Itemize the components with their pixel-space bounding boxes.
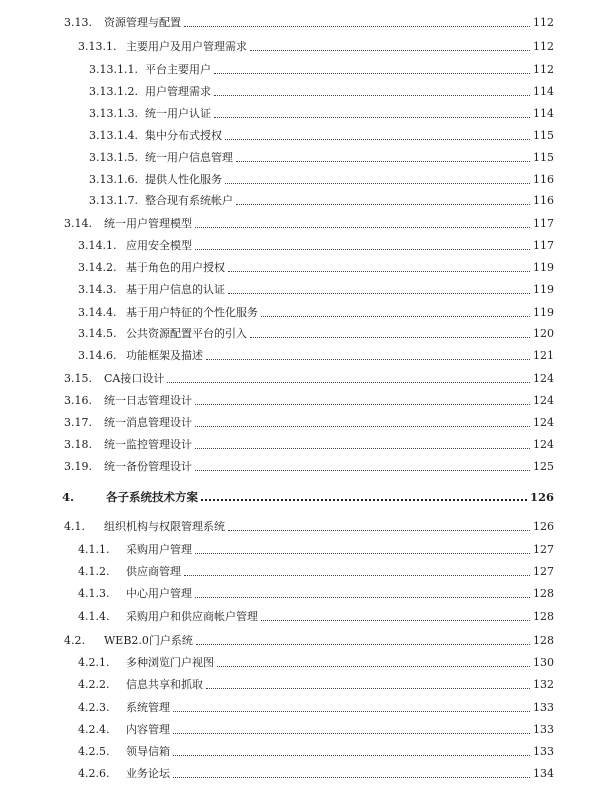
toc-entry-number: 4.1.1.	[78, 543, 110, 556]
toc-entry[interactable]	[89, 103, 554, 121]
toc-entry-number: 4.2.3.	[78, 701, 110, 714]
toc-entry[interactable]	[78, 539, 554, 557]
toc-entry-number: 3.13.	[64, 16, 92, 29]
toc-entry[interactable]	[78, 697, 554, 715]
toc-entry[interactable]	[89, 59, 554, 77]
toc-leader-dots	[225, 138, 530, 140]
toc-leader-dots	[195, 552, 530, 554]
toc-leader-dots	[228, 292, 530, 294]
toc-leader-dots	[196, 643, 530, 645]
toc-entry[interactable]	[64, 390, 554, 408]
toc-entry[interactable]	[64, 12, 554, 30]
toc-entry-title: 多种浏览门户视图	[126, 656, 214, 669]
toc-entry-title: 统一监控管理设计	[104, 438, 192, 451]
toc-leader-dots	[173, 754, 530, 756]
toc-entry-title: 统一日志管理设计	[104, 394, 192, 407]
toc-entry-title: 采购用户和供应商帐户管理	[126, 610, 258, 623]
toc-entry[interactable]	[78, 36, 554, 54]
toc-entry-page: 132	[533, 678, 554, 691]
toc-entry-page: 128	[533, 610, 554, 623]
toc-entry-page: 128	[533, 634, 554, 647]
toc-entry-title: 信息共享和抓取	[126, 678, 203, 691]
toc-leader-dots	[195, 226, 530, 228]
toc-entry[interactable]	[64, 434, 554, 452]
toc-leader-dots	[195, 425, 530, 427]
toc-entry-page: 124	[533, 394, 554, 407]
toc-entry-title: 系统管理	[126, 701, 170, 714]
toc-entry-title: 统一用户管理模型	[104, 217, 192, 230]
toc-entry-number: 3.13.1.6.	[89, 173, 138, 186]
toc-leader-dots	[184, 574, 530, 576]
toc-entry[interactable]	[89, 190, 554, 208]
toc-entry-page: 117	[533, 239, 554, 252]
toc-entry[interactable]	[78, 235, 554, 253]
toc-leader-dots	[236, 160, 530, 162]
toc-entry-page: 120	[533, 327, 554, 340]
toc-entry-title: 提供人性化服务	[145, 173, 222, 186]
toc-leader-dots	[217, 665, 530, 667]
toc-leader-dots	[201, 498, 527, 501]
toc-entry-title: 基于用户信息的认证	[126, 283, 225, 296]
toc-entry-page: 115	[533, 151, 554, 164]
toc-entry-page: 126	[529, 490, 554, 504]
toc-entry-page: 124	[533, 416, 554, 429]
toc-entry-title: 功能框架及描述	[126, 349, 203, 362]
toc-leader-dots	[225, 182, 530, 184]
toc-leader-dots	[195, 596, 530, 598]
toc-leader-dots	[228, 529, 530, 531]
toc-entry-number: 4.1.	[64, 520, 85, 533]
toc-entry-title: 应用安全模型	[126, 239, 192, 252]
toc-leader-dots	[236, 203, 530, 205]
toc-entry-number: 4.2.6.	[78, 767, 110, 780]
toc-entry-number: 3.13.1.1.	[89, 63, 138, 76]
toc-entry-number: 3.13.1.7.	[89, 194, 138, 207]
toc-entry-title: 基于角色的用户授权	[126, 261, 225, 274]
toc-entry-number: 3.17.	[64, 416, 92, 429]
toc-entry[interactable]	[78, 674, 554, 692]
toc-leader-dots	[184, 25, 530, 27]
toc-leader-dots	[173, 776, 530, 778]
toc-entry-number: 3.14.2.	[78, 261, 117, 274]
toc-entry-number: 4.2.4.	[78, 723, 110, 736]
toc-entry-page: 114	[533, 107, 554, 120]
toc-leader-dots	[250, 49, 530, 51]
toc-entry-number: 4.2.1.	[78, 656, 110, 669]
toc-entry-title: 领导信箱	[126, 745, 170, 758]
toc-entry-title: 各子系统技术方案	[106, 490, 198, 504]
toc-entry-number: 3.13.1.5.	[89, 151, 138, 164]
toc-leader-dots	[214, 94, 530, 96]
toc-leader-dots	[173, 732, 530, 734]
toc-entry-title: 统一用户认证	[145, 107, 211, 120]
toc-entry-title: 业务论坛	[126, 767, 170, 780]
toc-entry[interactable]	[78, 302, 554, 320]
toc-entry-title: 统一备份管理设计	[104, 460, 192, 473]
toc-entry-page: 127	[533, 565, 554, 578]
toc-entry-number: 3.14.3.	[78, 283, 117, 296]
toc-entry[interactable]	[78, 257, 554, 275]
toc-entry-title: 采购用户管理	[126, 543, 192, 556]
toc-entry[interactable]	[78, 652, 554, 670]
toc-entry-title: 中心用户管理	[126, 587, 192, 600]
toc-entry-page: 128	[533, 587, 554, 600]
toc-entry[interactable]	[78, 345, 554, 363]
toc-entry-page: 115	[533, 129, 554, 142]
toc-leader-dots	[167, 381, 530, 383]
toc-entry-number: 4.2.	[64, 634, 85, 647]
toc-entry-page: 119	[533, 261, 554, 274]
toc-entry[interactable]	[89, 147, 554, 165]
toc-entry-page: 124	[533, 372, 554, 385]
toc-entry[interactable]	[78, 606, 554, 624]
toc-leader-dots	[206, 358, 530, 360]
toc-entry-title: 供应商管理	[126, 565, 181, 578]
toc-entry-page: 112	[533, 63, 554, 76]
toc-entry-page: 116	[533, 173, 554, 186]
toc-entry-page: 133	[533, 701, 554, 714]
toc-entry-title: 基于用户特征的个性化服务	[126, 306, 258, 319]
toc-entry-page: 112	[533, 40, 554, 53]
toc-entry-page: 126	[533, 520, 554, 533]
toc-leader-dots	[195, 403, 530, 405]
toc-entry-page: 119	[533, 283, 554, 296]
toc-leader-dots	[214, 116, 530, 118]
toc-leader-dots	[206, 687, 530, 689]
toc-entry[interactable]	[62, 486, 554, 504]
toc-entry-number: 4.1.3.	[78, 587, 110, 600]
toc-entry-title: 集中分布式授权	[145, 129, 222, 142]
toc-leader-dots	[214, 72, 530, 74]
toc-leader-dots	[173, 710, 530, 712]
toc-entry[interactable]	[78, 279, 554, 297]
toc-entry-number: 3.13.1.3.	[89, 107, 138, 120]
toc-entry-title: 资源管理与配置	[104, 16, 181, 29]
toc-entry-page: 125	[533, 460, 554, 473]
toc-entry-number: 4.	[62, 490, 75, 504]
toc-entry-title: 用户管理需求	[145, 85, 211, 98]
toc-entry-page: 130	[533, 656, 554, 669]
toc-leader-dots	[195, 447, 530, 449]
toc-entry-number: 4.2.5.	[78, 745, 110, 758]
toc-leader-dots	[250, 336, 530, 338]
toc-entry-title: CA接口设计	[104, 372, 165, 385]
toc-entry-page: 116	[533, 194, 554, 207]
toc-entry-title: 整合现有系统帐户	[145, 194, 233, 207]
toc-leader-dots	[195, 248, 530, 250]
toc-entry-title: 公共资源配置平台的引入	[126, 327, 247, 340]
toc-entry-title: 组织机构与权限管理系统	[104, 520, 225, 533]
toc-entry-number: 3.14.1.	[78, 239, 117, 252]
toc-entry[interactable]	[64, 412, 554, 430]
toc-entry[interactable]	[64, 516, 554, 534]
toc-entry[interactable]	[78, 561, 554, 579]
toc-entry-page: 124	[533, 438, 554, 451]
toc-leader-dots	[195, 469, 530, 471]
toc-entry-number: 3.19.	[64, 460, 92, 473]
toc-entry-title: 主要用户及用户管理需求	[126, 40, 247, 53]
toc-entry[interactable]	[64, 213, 554, 231]
toc-leader-dots	[261, 315, 530, 317]
toc-entry-page: 112	[533, 16, 554, 29]
toc-entry-page: 134	[533, 767, 554, 780]
toc-entry-number: 3.16.	[64, 394, 92, 407]
toc-entry[interactable]	[89, 125, 554, 143]
toc-entry-number: 3.13.1.	[78, 40, 117, 53]
toc-entry-number: 3.13.1.2.	[89, 85, 138, 98]
toc-entry[interactable]	[64, 630, 554, 648]
toc-entry-page: 114	[533, 85, 554, 98]
toc-entry-page: 121	[533, 349, 554, 362]
toc-entry[interactable]	[89, 169, 554, 187]
toc-entry-title: 统一用户信息管理	[145, 151, 233, 164]
toc-entry-number: 3.14.6.	[78, 349, 117, 362]
toc-entry-number: 3.14.5.	[78, 327, 117, 340]
toc-leader-dots	[228, 270, 530, 272]
toc-entry-number: 3.14.	[64, 217, 92, 230]
toc-entry-page: 133	[533, 745, 554, 758]
toc-entry[interactable]	[89, 81, 554, 99]
toc-entry-number: 4.1.2.	[78, 565, 110, 578]
toc-entry[interactable]	[78, 763, 554, 781]
toc-entry-number: 4.1.4.	[78, 610, 110, 623]
toc-entry-title: 统一消息管理设计	[104, 416, 192, 429]
toc-entry-number: 4.2.2.	[78, 678, 110, 691]
toc-entry[interactable]	[64, 368, 554, 386]
toc-entry-number: 3.13.1.4.	[89, 129, 138, 142]
toc-entry-title: 平台主要用户	[145, 63, 211, 76]
toc-entry[interactable]	[78, 741, 554, 759]
toc-entry[interactable]	[64, 456, 554, 474]
toc-entry-number: 3.18.	[64, 438, 92, 451]
toc-entry-page: 119	[533, 306, 554, 319]
toc-leader-dots	[261, 619, 530, 621]
toc-entry[interactable]	[78, 583, 554, 601]
toc-entry[interactable]	[78, 323, 554, 341]
toc-entry-title: WEB2.0门户系统	[104, 634, 193, 647]
toc-entry-number: 3.14.4.	[78, 306, 117, 319]
toc-entry-page: 117	[533, 217, 554, 230]
toc-entry-page: 133	[533, 723, 554, 736]
toc-entry-number: 3.15.	[64, 372, 92, 385]
toc-entry[interactable]	[78, 719, 554, 737]
toc-entry-page: 127	[533, 543, 554, 556]
toc-entry-title: 内容管理	[126, 723, 170, 736]
